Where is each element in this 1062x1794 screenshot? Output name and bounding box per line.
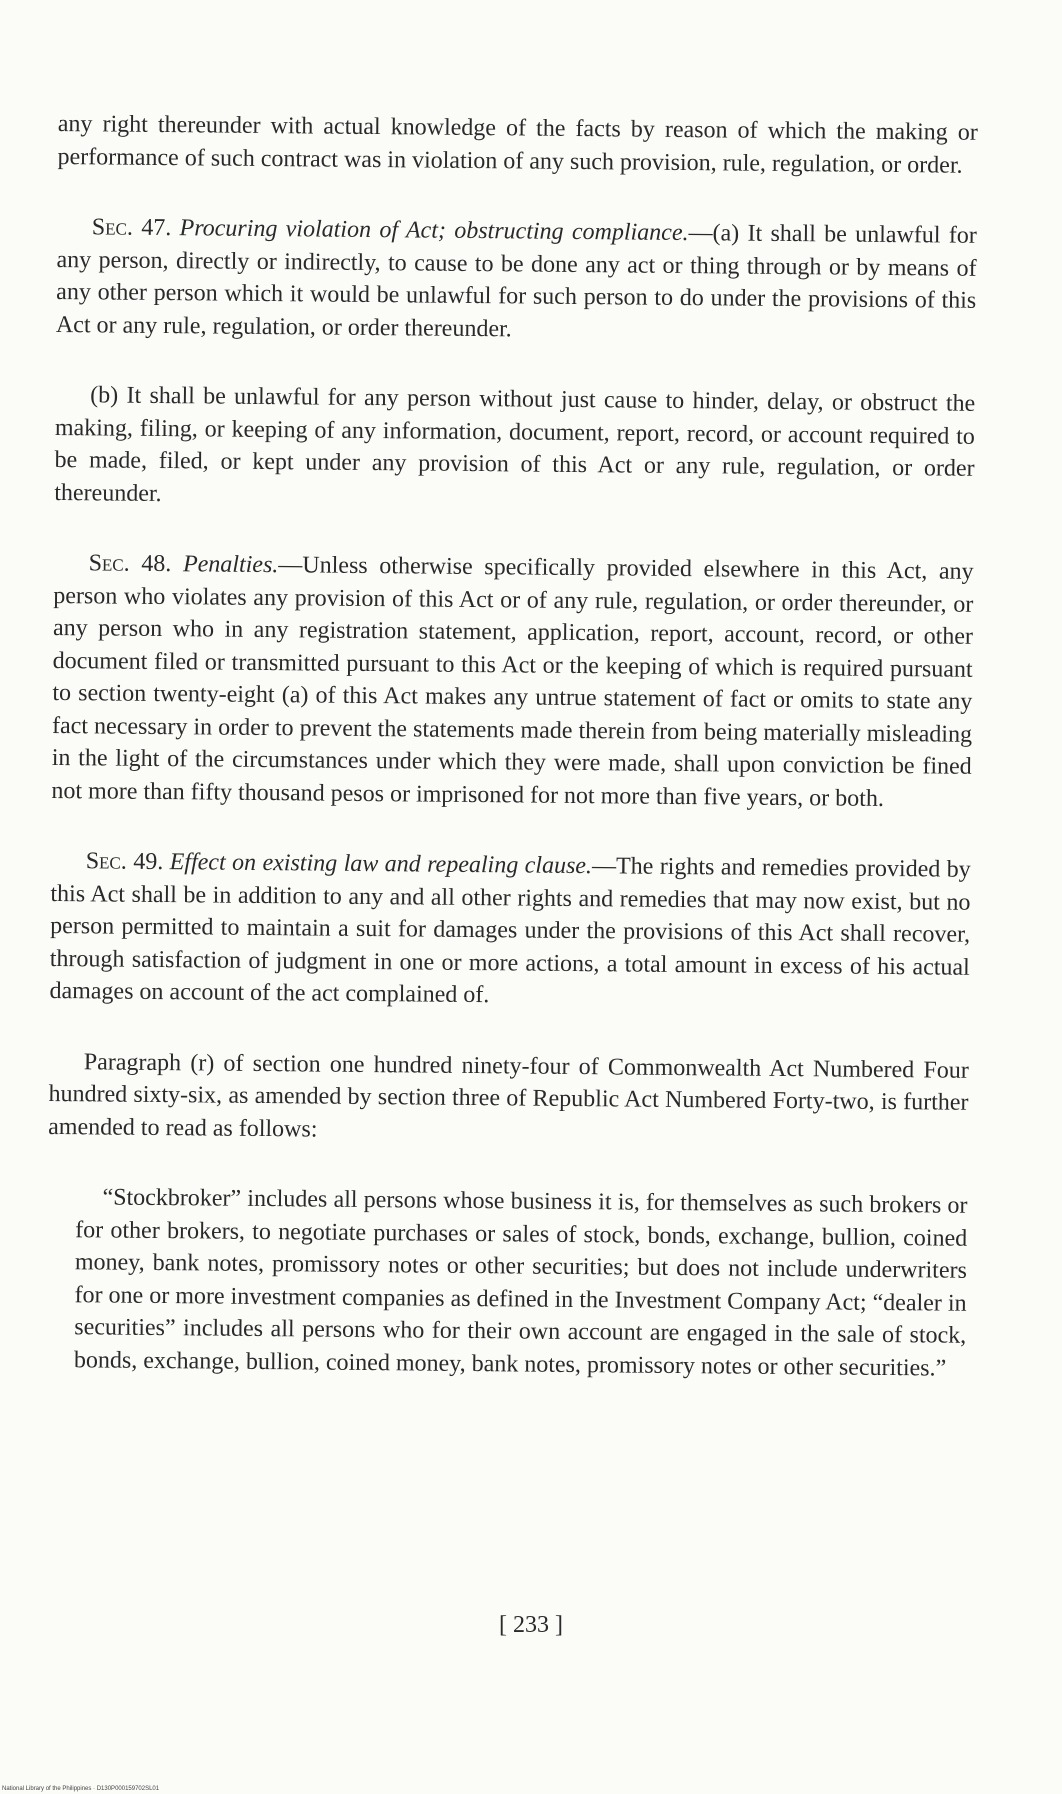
section-47-b-paragraph (54, 379, 975, 518)
section-49-paragraph (49, 845, 971, 1016)
section-number: Sec. 48. (88, 550, 172, 578)
archive-footer-note: National Library of the Philippines · D130P000159702SL01 (2, 1786, 160, 1792)
paragraph-text: —Unless otherwise specifically provided elsewhere in this Act, any person who violates any provision of this Act or of any rule, regulation, or order thereunder, or any person who in any registration statement, application, report, account, record, or other document filed or transmitted pursuant to this Act or the keeping of which is required pursuant to section twenty-eight (a) of this Act makes any untrue statement of fact or omits to state any fact necessary in order to prevent the statements made therein from being materially misleading in the light of the circumstances under which they were made, shall upon conviction be fined not more than fifty thousand pesos or imprisoned for not more than five years, or both. (51, 552, 974, 812)
section-48-paragraph (51, 547, 973, 816)
section-number: Sec. 49. (85, 848, 164, 876)
paragraph-text: —The rights and remedies provided by this Act shall be in addition to any and all other rights and remedies that may now exist, but no person permitted to maintain a suit for damages under the provisions of this Act shall recover, through satisfaction of judgment in one or more actions, a total amount in excess of his actual damages on account of the act complained of. (49, 853, 971, 1009)
section-heading: Effect on existing law and repealing clause. (169, 849, 593, 880)
section-heading: Procuring violation of Act; obstructing compliance. (179, 215, 689, 247)
paragraph-text: (b) It shall be unlawful for any person without just cause to hinder, delay, or obstruct the making, filing, or keeping of any information, document, report, record, or account required to be made, filed, or kept under any provision of this Act or any rule, regulation, or order thereunder. (54, 382, 976, 507)
paragraph-text: any right thereunder with actual knowledge of the facts by reason of which the making or performance of such contract was in violation of any such provision, rule, regulation, or order. (57, 110, 978, 179)
paragraph-text: —(a) It shall be unlawful for any person, directly or indirectly, to cause to be done any act or thing through or by means of any other person which it would be unlawful for such person to do under the provisions of this Act or any rule, regulation, or order thereunder. (55, 220, 977, 342)
paragraph-continuation (57, 108, 978, 182)
quoted-definition (74, 1181, 968, 1385)
paragraph-text: Paragraph (r) of section one hundred ninety-four of Commonwealth Act Numbered Four hundred sixty-six, as amended by section three of Republic Act Numbered Forty-two, is further amended to read as follows: (48, 1048, 969, 1143)
section-number: Sec. 47. (91, 214, 172, 242)
section-heading: Penalties. (182, 551, 279, 579)
section-47-paragraph (56, 211, 977, 350)
body-text (45, 108, 977, 1423)
amendment-paragraph (48, 1045, 969, 1151)
page-number: [ 233 ] (499, 1612, 563, 1638)
paragraph-text: “Stockbroker” includes all persons whose business it is, for themselves as such brokers or for other brokers, to negotiate purchases or sales of stock, bonds, exchange, bullion, coined money, bank notes, promissory notes or other securities; but does not include underwriters for one or more investment companies as defined in the Investment Company Act; “dealer in securities” includes all persons who for their own account are engaged in the sale of stock, bonds, exchange, bullion, coined money, bank notes, promissory notes or other securities.” (73, 1184, 968, 1382)
